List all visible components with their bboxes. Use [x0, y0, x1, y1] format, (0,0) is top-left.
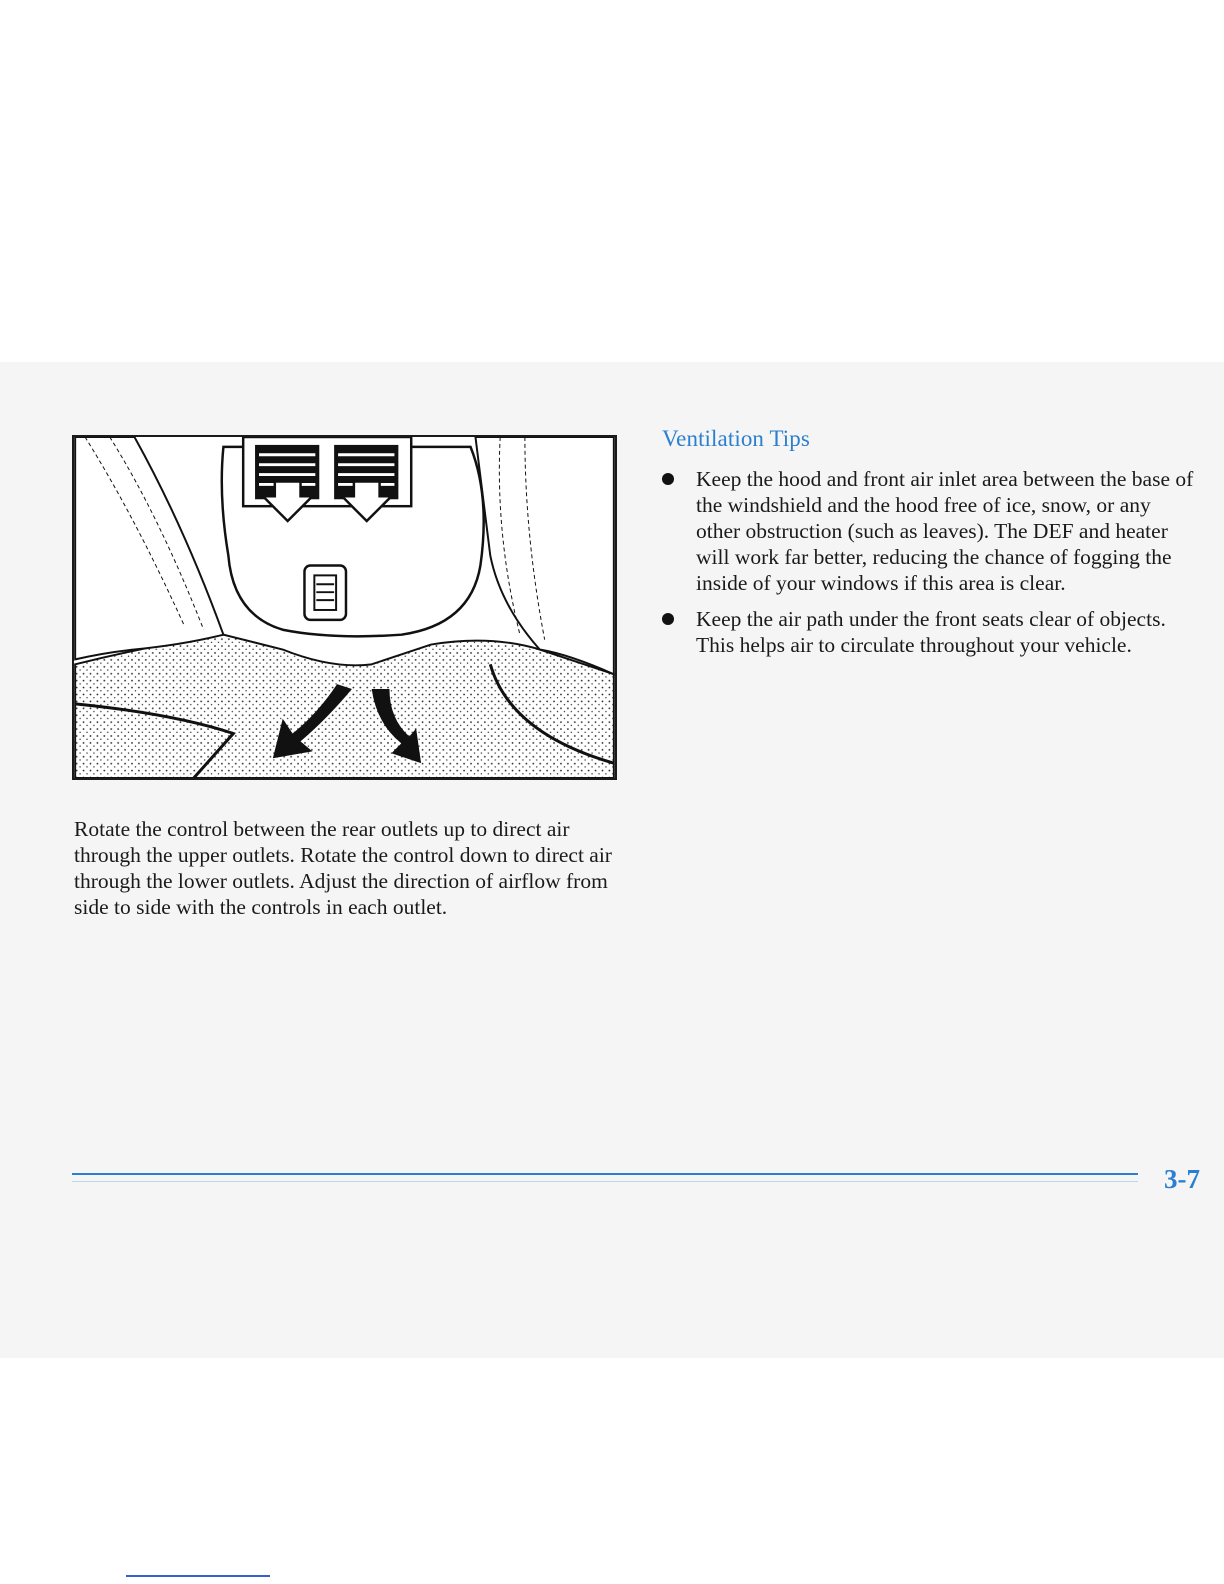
bullet-icon: [662, 473, 674, 485]
tip-text: Keep the hood and front air inlet area between the base of the windshield and the hood free of ice, snow, or any other obstruction (such as leaves). The DEF and heater will work far better, reducing the chance of fogging the inside of your windows if this area is clear.: [696, 467, 1194, 595]
bottom-underline-link[interactable]: [126, 1575, 270, 1577]
rear-air-outlets-icon: [74, 437, 615, 778]
rear-outlets-illustration: [72, 435, 617, 780]
list-item: [660, 606, 1200, 658]
footer-rule-thin: [72, 1181, 1138, 1182]
page-number: 3-7: [1164, 1164, 1200, 1194]
tip-text: Keep the air path under the front seats clear of objects. This helps air to circulate throughout your vehicle.: [696, 607, 1166, 657]
bullet-icon: [662, 613, 674, 625]
ventilation-tips-list: [660, 466, 1200, 668]
footer-rule: [72, 1173, 1138, 1175]
list-item: [660, 466, 1200, 596]
figure-caption: Rotate the control between the rear outlets up to direct air through the upper outlets. Rotate the control down to direct air through the lower outlets. Adjust the direction of airflow from side to side with the controls in each outlet.: [74, 817, 612, 919]
section-title: Ventilation Tips: [662, 426, 810, 451]
